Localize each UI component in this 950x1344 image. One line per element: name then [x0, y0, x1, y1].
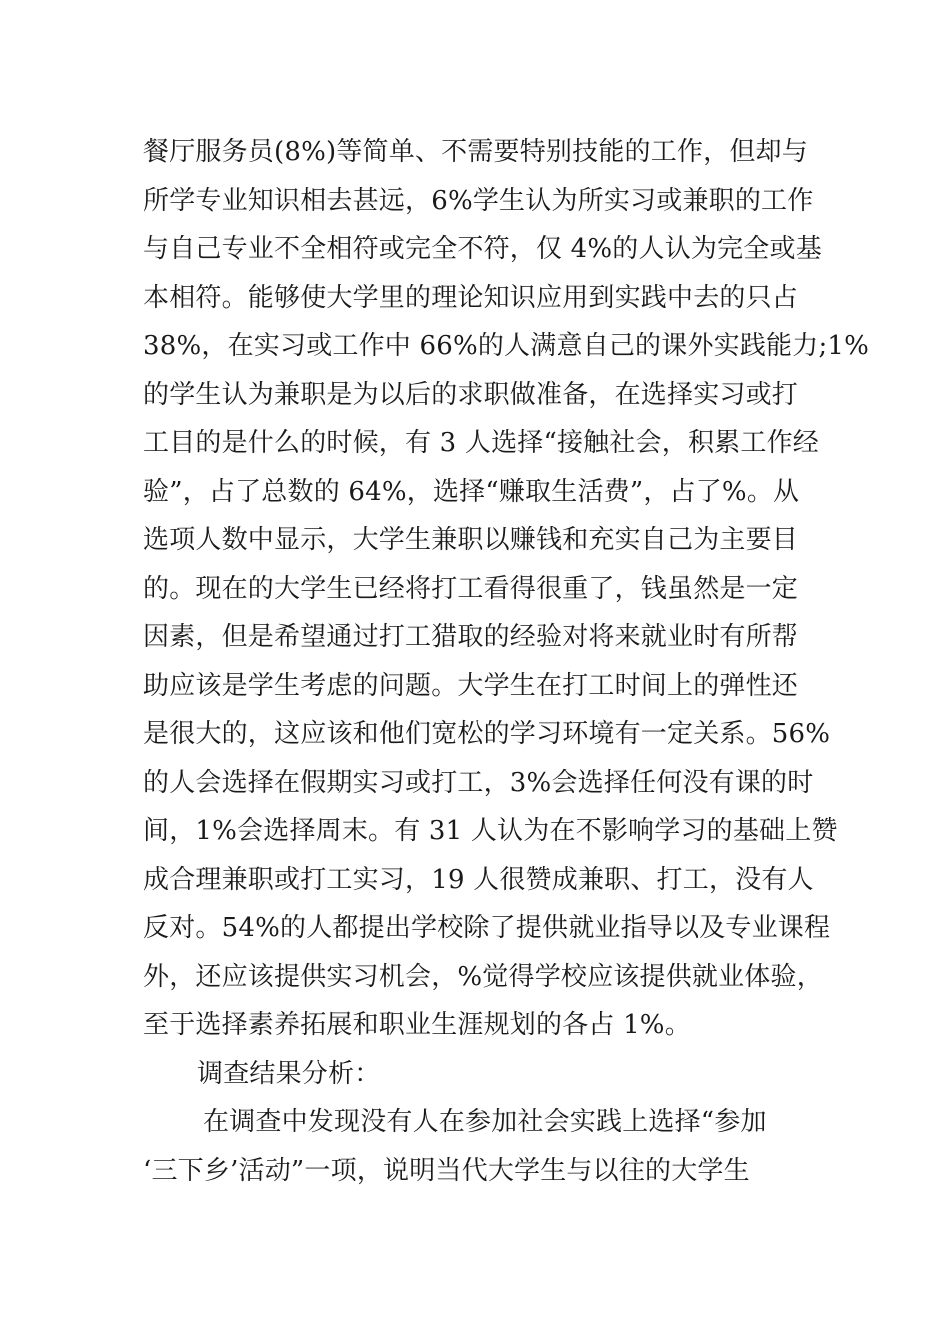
text-line: 工目的是什么的时候，有 3 人选择“接触社会，积累工作经: [143, 428, 819, 458]
text-line: 外，还应该提供实习机会，%觉得学校应该提供就业体验，: [143, 961, 823, 992]
paragraph-survey-results: [143, 128, 870, 1050]
text-line: 的。现在的大学生已经将打工看得很重了，钱虽然是一定: [143, 573, 799, 604]
text-line: ‘三下乡’活动”一项，说明当代大学生与以往的大学生: [143, 1155, 750, 1186]
heading-analysis: 调查结果分析：: [197, 1058, 381, 1089]
text-line: 因素，但是希望通过打工猎取的经验对将来就业时有所帮: [143, 622, 799, 652]
document-body: [143, 128, 870, 1195]
text-line: 在调查中发现没有人在参加社会实践上选择“参加: [203, 1107, 767, 1137]
text-line: 助应该是学生考虑的问题。大学生在打工时间上的弹性还: [143, 670, 799, 701]
section-heading: [143, 1050, 823, 1099]
text-line: 至于选择素养拓展和职业生涯规划的各占 1%。: [143, 1010, 691, 1040]
text-line: 的学生认为兼职是为以后的求职做准备，在选择实习或打: [143, 379, 799, 410]
text-line: 间，1%会选择周末。有 31 人认为在不影响学习的基础上赞: [143, 816, 838, 846]
text-line: 选项人数中显示，大学生兼职以赚钱和充实自己为主要目: [143, 525, 799, 555]
text-line: 所学专业知识相去甚远，6%学生认为所实习或兼职的工作: [143, 185, 814, 216]
text-line: 反对。54%的人都提出学校除了提供就业指导以及专业课程: [143, 913, 831, 943]
text-line: 38%，在实习或工作中 66%的人满意自己的课外实践能力;1%: [143, 331, 870, 361]
text-line: 验”，占了总数的 64%，选择“赚取生活费”，占了%。从: [143, 476, 800, 507]
text-line: 是很大的，这应该和他们宽松的学习环境有一定关系。56%: [143, 719, 831, 749]
text-line: 成合理兼职或打工实习，19 人很赞成兼职、打工，没有人: [143, 864, 814, 895]
text-line: 与自己专业不全相符或完全不符，仅 4%的人认为完全或基: [143, 234, 822, 264]
text-line: 本相符。能够使大学里的理论知识应用到实践中去的只占: [143, 282, 799, 313]
text-line: 的人会选择在假期实习或打工，3%会选择任何没有课的时: [143, 767, 814, 798]
text-line: 餐厅服务员(8%)等简单、不需要特别技能的工作，但却与: [143, 137, 808, 167]
paragraph-analysis: [143, 1098, 823, 1195]
